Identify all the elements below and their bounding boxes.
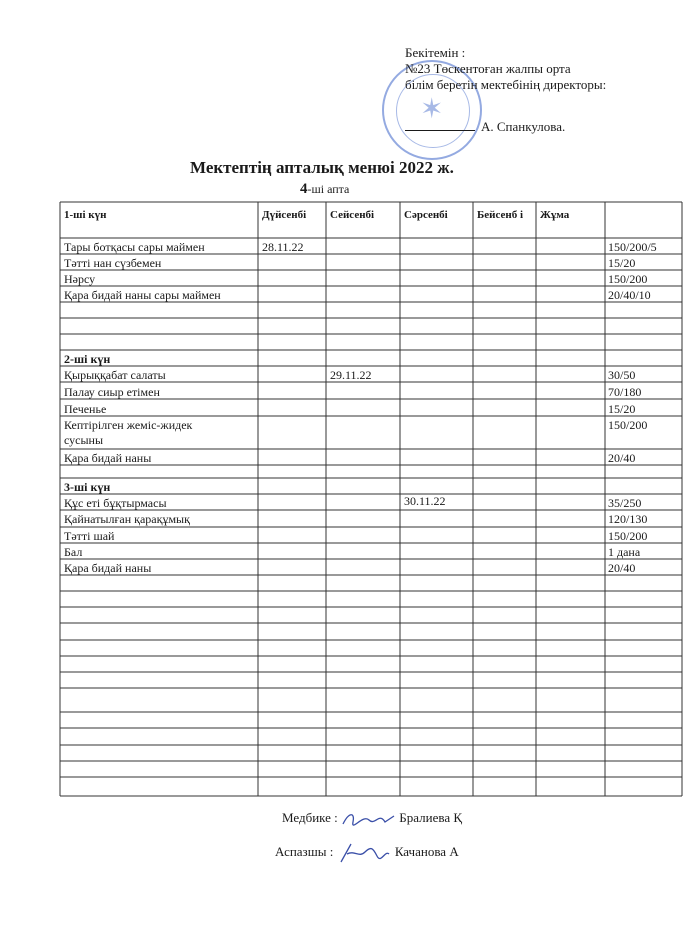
portion: 120/130: [608, 512, 648, 526]
cook-name: Качанова А: [394, 843, 459, 859]
approval-line-3: білім беретін мектебінің директоры:: [405, 77, 607, 92]
portion: 30/50: [608, 368, 636, 382]
menu-item: Тәтті нан сүзбемен: [64, 256, 162, 270]
nurse-label: Медбике :: [282, 809, 338, 825]
menu-item: сусыны: [64, 433, 104, 447]
header-friday: Жұма: [540, 209, 570, 221]
portion: 20/40/10: [608, 288, 651, 302]
approval-line-1: Бекітемін :: [405, 45, 466, 60]
star-emblem-icon: ✶: [420, 94, 444, 125]
menu-item: Бал: [64, 545, 83, 559]
portion: 20/40: [608, 561, 636, 575]
week-label: -ші апта: [307, 182, 350, 196]
menu-item: Қара бидай наны: [64, 561, 152, 575]
day-3-label: 3-ші күн: [64, 480, 111, 494]
menu-item: Қырыққабат салаты: [64, 368, 166, 382]
portion: 15/20: [608, 256, 636, 270]
header-thursday: Бейсенб і: [477, 209, 524, 221]
portion: 20/40: [608, 451, 636, 465]
nurse-signature: [282, 808, 462, 830]
page-title: Мектептің апталық менюі 2022 ж.: [190, 158, 454, 177]
portion: 35/250: [608, 496, 642, 510]
date-day-2: 29.11.22: [330, 368, 372, 382]
day-2-label: 2-ші күн: [64, 352, 111, 366]
menu-item: Қара бидай наны сары маймен: [64, 288, 221, 302]
header-monday: Дүйсенбі: [262, 209, 307, 221]
menu-item: Палау сиыр етімен: [64, 385, 160, 399]
menu-item: Тары ботқасы сары маймен: [64, 240, 205, 254]
portion: 150/200: [608, 418, 648, 432]
portion: 15/20: [608, 402, 636, 416]
header-day-1: 1-ші күн: [64, 209, 107, 221]
menu-item: Нәрсу: [64, 272, 96, 286]
cook-signature-icon: [337, 842, 392, 864]
header-wednesday: Сәрсенбі: [404, 209, 448, 221]
menu-item: Кептірілген жеміс-жидек: [64, 418, 193, 432]
nurse-signature-icon: [341, 808, 396, 830]
menu-item: Құс еті бұқтырмасы: [64, 496, 167, 510]
menu-item: Тәтті шай: [64, 529, 115, 543]
menu-item: Қайнатылған қарақұмық: [64, 512, 190, 526]
portion: 150/200/5: [608, 240, 657, 254]
week-number: 4: [300, 181, 308, 197]
date-day-1: 28.11.22: [262, 240, 304, 254]
cook-signature: [275, 842, 459, 864]
approval-line-2: №23 Төскентоған жалпы орта: [405, 61, 571, 76]
menu-item: Қара бидай наны: [64, 451, 152, 465]
date-day-3: 30.11.22: [404, 494, 446, 508]
cook-label: Аспазшы :: [275, 843, 334, 859]
header-tuesday: Сейсенбі: [330, 209, 375, 221]
menu-item: Печенье: [64, 402, 107, 416]
portion: 70/180: [608, 385, 642, 399]
portion: 1 дана: [608, 545, 641, 559]
portion: 150/200: [608, 529, 648, 543]
director-name: А. Спанкулова.: [481, 119, 566, 134]
nurse-name: Бралиева Қ: [399, 809, 463, 825]
portion: 150/200: [608, 272, 648, 286]
